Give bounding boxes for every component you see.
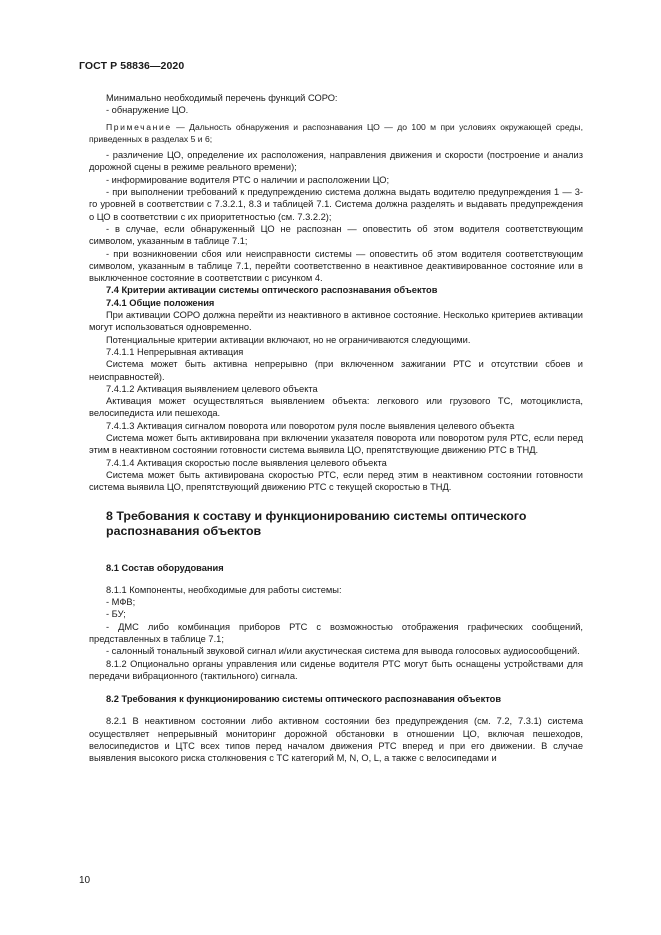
paragraph-7-4-1-a: При активации СОРО должна перейти из неактивного в активное состояние. Несколько критериев активации могут использоваться одновременно. [89,310,583,333]
heading-8-1: 8.1 Состав оборудования [106,562,224,573]
bullet-dms: - ДМС либо комбинация приборов РТС с возможностью отображения графических сообщений, представленных в таблице 7.1; [89,621,583,644]
paragraph-7-4-1-3: Система может быть активирована при включении указателя поворота или поворотом руля РТС, если перед этим в неактивном состоянии готовности система выявила ЦО, препятствующие движению РТС в ТНД. [89,433,583,456]
paragraph-7-4-1-2: Активация может осуществляться выявлением объекта: легкового или грузового ТС, мотоциклиста, велосипедиста или пешехода. [89,396,583,419]
note-text: — Дальность обнаружения и распознавания ЦО — до 100 м при условиях окружающей среды, приведенных в разделах 5 и 6; [89,121,583,144]
paragraph-8-1-1: 8.1.1 Компоненты, необходимые для работы системы: [106,584,342,595]
note-label: Примечание [106,121,172,132]
bullet-unrecognized: - в случае, если обнаруженный ЦО не распознан — оповестить об этом водителя соответствующим символом, указанным в таблице 7.1; [89,223,583,247]
heading-7-4-1-1: 7.4.1.1 Непрерывная активация [106,346,244,357]
paragraph-8-1-2: 8.1.2 Опционально органы управления или сиденье водителя РТС могут быть оснащены устройствами для передачи вибрационного (тактильного) сигнала. [89,658,583,681]
bullet-inform: - информирование водителя РТС о наличии и расположении ЦО; [106,174,390,185]
page-number: 10 [79,875,91,886]
bullet-distinguish: - различение ЦО, определение их расположения, направления движения и скорости (построение и анализ дорожной сцены в режиме реального времени); [89,150,583,173]
paragraph-intro: Минимально необходимый перечень функций СОРО: [106,93,338,103]
bullet-bu: - БУ; [106,609,126,620]
bullet-failure: - при возникновении сбоя или неисправности системы — оповестить об этом водителя соответствующим символом, указанным в таблице 7.1, перейти соответственно в неактивное деактивированное состояние или в выключенное состояние в соответствии с рисунком 4. [89,248,583,284]
bullet-mfv: - МФВ; [106,597,136,608]
paragraph-7-4-1-b: Потенциальные критерии активации включают, но не ограничиваются следующими. [106,334,471,345]
section-8-title: 8 Требования к составу и функционированию системы оптического распознавания объектов [106,508,527,538]
page-content [89,92,583,765]
bullet-signal: - салонный тональный звуковой сигнал и/или акустическая система для вывода голосовых аудиосообщений. [106,646,580,657]
note [89,121,583,146]
document-id: ГОСТ Р 58836—2020 [79,60,185,72]
heading-7-4-1: 7.4.1 Общие положения [106,297,215,308]
heading-8-2: 8.2 Требования к функционированию системы оптического распознавания объектов [106,694,502,705]
paragraph-7-4-1-4: Система может быть активирована скоростью РТС, если перед этим в неактивном состоянии готовности система выявила ЦО, препятствующий движению РТС с текущей скоростью в ТНД. [89,469,583,493]
paragraph-8-2-1: 8.2.1 В неактивном состоянии либо активном состоянии без предупреждения (см. 7.2, 7.3.1) система осуществляет непрерывный мониторинг дорожной обстановки в отношении ЦО, включая пешеходов, велосипедистов и ЦТС всех типов перед началом движения РТС вперед и при его движении. В случае выявления высокого риска столкновения с ТС категорий M, N, O, L, а также с велосипедами и [89,716,583,764]
bullet-detect: - обнаружение ЦО. [106,105,189,116]
heading-7-4-1-3: 7.4.1.3 Активация сигналом поворота или поворотом руля после выявления целевого объекта [106,420,515,431]
heading-7-4: 7.4 Критерии активации системы оптического распознавания объектов [106,285,438,296]
heading-7-4-1-2: 7.4.1.2 Активация выявлением целевого объекта [106,383,318,394]
bullet-warnings: - при выполнении требований к предупреждению система должна выдать водителю предупреждения 1 — 3-го уровней в соответствии с 7.3.2.1, 8.3 и таблицей 7.1. Система должна разделять и выдавать предупреждения о ЦО в соответствии с их приоритетностью (см. 7.3.2.2); [89,187,583,222]
heading-7-4-1-4: 7.4.1.4 Активация скоростью после выявления целевого объекта [106,457,387,468]
paragraph-7-4-1-1: Система может быть активна непрерывно (при включенном зажигании РТС и отсутствии сбоев и неисправностей). [89,359,583,382]
